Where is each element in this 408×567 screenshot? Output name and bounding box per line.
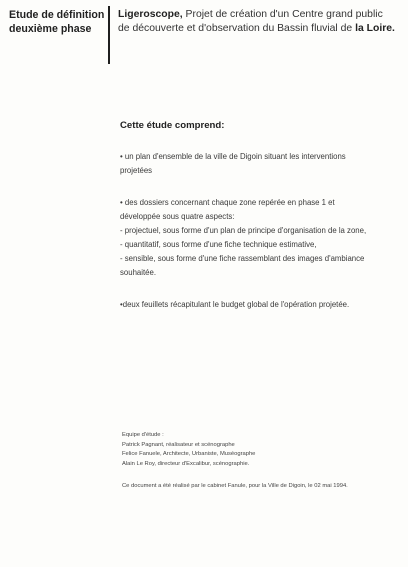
list-item-2-subitems: [120, 224, 402, 280]
list-item-1-line2: projetées: [120, 166, 153, 175]
list-item: [120, 196, 402, 280]
document-footnote: Ce document a été réalisé par le cabinet Fanule, pour la Ville de Digoin, le 02 mai 1994.: [122, 483, 348, 489]
project-header: [118, 8, 403, 36]
river-name: la Loire.: [355, 23, 395, 34]
subitem-quantitatif: - quantitatif, sous forme d'une fiche technique estimative,: [120, 240, 317, 249]
list-item-1-line1: • un plan d'ensemble de la ville de Digoin situant les interventions: [120, 152, 346, 161]
list-item-2-line1: • des dossiers concernant chaque zone repérée en phase 1 et: [120, 198, 335, 207]
credits-heading: Equipe d'étude :: [122, 432, 164, 438]
project-description-part1: Projet de création d'un Centre grand public: [182, 9, 383, 20]
project-header-line2: [118, 22, 403, 36]
content-list: [120, 150, 402, 324]
project-description-part2: de découverte et d'observation du Bassin fluvial de: [118, 23, 356, 34]
project-name: Ligeroscope,: [118, 9, 183, 20]
vertical-divider: [108, 6, 110, 64]
credits-member: Alain Le Roy, directeur d'Excalibur, scénographie.: [122, 460, 250, 467]
project-header-line1: [118, 8, 403, 22]
credits-member: Patrick Pagnant, réalisateur et scénographe: [122, 441, 235, 448]
study-phase-title-line1: Etude de définition: [9, 9, 105, 21]
list-item-3-line1: •deux feuillets récapitulant le budget global de l'opération projetée.: [120, 300, 350, 309]
section-title: Cette étude comprend:: [120, 120, 225, 131]
list-item: [120, 150, 402, 178]
subitem-sensible: - sensible, sous forme d'une fiche rassemblant des images d'ambiance: [120, 254, 365, 263]
study-team-credits: [122, 431, 402, 469]
subitem-sensible-continued: souhaitée.: [120, 268, 156, 277]
list-item: [120, 298, 402, 312]
study-phase-title: [9, 8, 104, 36]
study-phase-title-line2: deuxième phase: [9, 23, 92, 35]
credits-member: Felice Fanuele, Architecte, Urbaniste, Muséographe: [122, 451, 256, 457]
subitem-projectuel: - projectuel, sous forme d'un plan de principe d'organisation de la zone,: [120, 226, 367, 235]
list-item-2-line2: développée sous quatre aspects:: [120, 212, 235, 221]
